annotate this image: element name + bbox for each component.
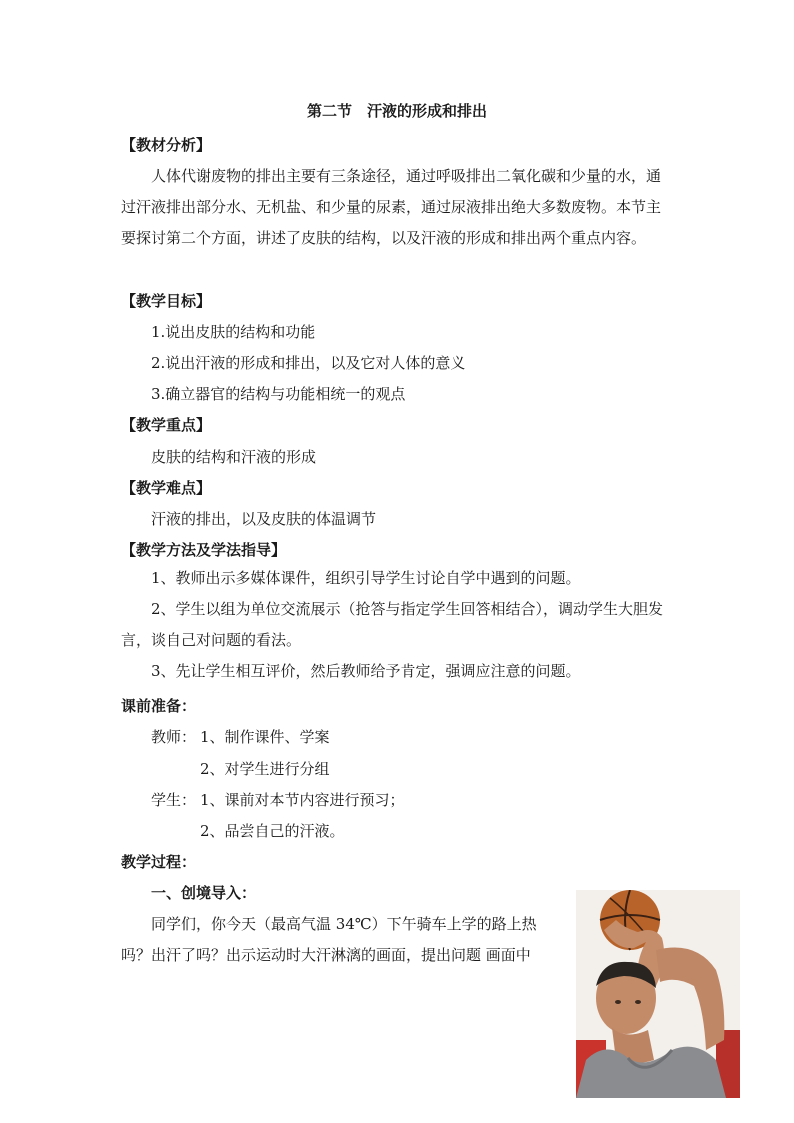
prep-teacher-item-1: 1、制作课件、学案	[200, 728, 330, 746]
goal-item-1: 1.说出皮肤的结构和功能	[151, 323, 316, 341]
prep-student-item-2: 2、品尝自己的汗液。	[200, 822, 345, 840]
intro-line-1: 同学们，你今天（最高气温 34℃）下午骑车上学的路上热	[151, 915, 537, 933]
method-item-3: 3、先让学生相互评价，然后教师给予肯定，强调应注意的问题。	[151, 662, 581, 680]
prep-teacher-item-2: 2、对学生进行分组	[200, 760, 330, 778]
method-item-2: 2、学生以组为单位交流展示（抢答与指定学生回答相结合），调动学生大胆发言，谈自己对问题的看法。	[121, 600, 664, 649]
heading-intro: 一、创境导入：	[151, 884, 257, 902]
intro-line-2: 吗？出汗了吗？出示运动时大汗淋漓的画面，提出问题 画面中	[121, 946, 531, 964]
page-title: 第二节 汗液的形成和排出	[306, 102, 487, 120]
heading-analysis: 【教材分析】	[121, 136, 212, 154]
prep-student-item-1: 1、课前对本节内容进行预习；	[200, 791, 405, 809]
heading-methods: 【教学方法及学法指导】	[121, 541, 287, 559]
heading-preparation: 课前准备：	[121, 697, 197, 715]
goal-item-2: 2.说出汗液的形成和排出，以及它对人体的意义	[151, 354, 466, 372]
method-item-1: 1、教师出示多媒体课件，组织引导学生讨论自学中遇到的问题。	[151, 569, 581, 587]
prep-teacher-label: 教师：	[151, 728, 197, 746]
basketball-player-photo	[576, 890, 740, 1098]
analysis-paragraph: 人体代谢废物的排出主要有三条途径，通过呼吸排出二氧化碳和少量的水，通过汗液排出部分水、无机盐、和少量的尿素，通过尿液排出绝大多数废物。本节主要探讨第二个方面，讲述了皮肤的结构，以及汗液的形成和排出两个重点内容。	[121, 167, 662, 247]
heading-key-points: 【教学重点】	[121, 416, 212, 434]
heading-goals: 【教学目标】	[121, 292, 212, 310]
goal-item-3: 3.确立器官的结构与功能相统一的观点	[151, 385, 406, 403]
prep-student-label: 学生：	[151, 791, 197, 809]
key-points-text: 皮肤的结构和汗液的形成	[151, 448, 317, 466]
heading-process: 教学过程：	[121, 853, 197, 871]
heading-difficulty: 【教学难点】	[121, 479, 212, 497]
difficulty-text: 汗液的排出，以及皮肤的体温调节	[151, 510, 377, 528]
